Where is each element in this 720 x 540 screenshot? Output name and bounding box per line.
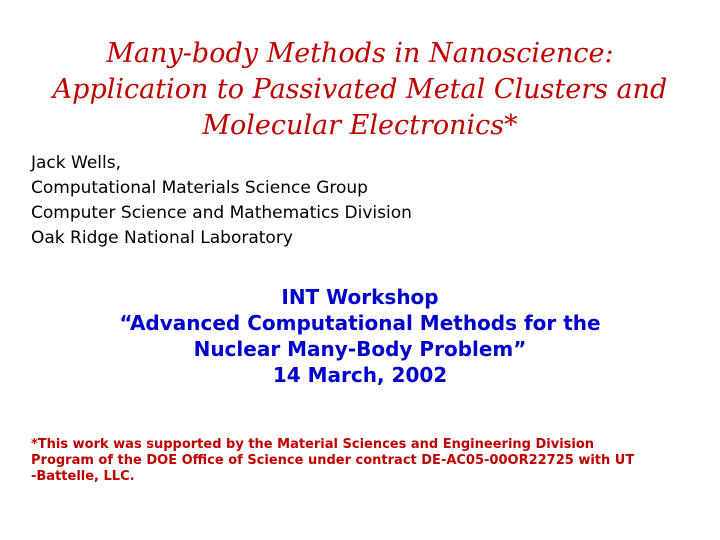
workshop-name: INT Workshop <box>281 285 439 309</box>
funding-footnote <box>31 437 701 485</box>
author-name: Jack Wells, <box>31 153 122 173</box>
author-division: Computer Science and Mathematics Division <box>31 203 412 223</box>
title-line-3: Molecular Electronics* <box>202 110 518 141</box>
author-group: Computational Materials Science Group <box>31 178 368 198</box>
footnote-line-1: *This work was supported by the Material Sciences and Engineering Division <box>31 437 595 452</box>
workshop-title-line-1: “Advanced Computational Methods for the <box>119 311 601 335</box>
footnote-line-3: -Battelle, LLC. <box>31 469 135 484</box>
workshop-date: 14 March, 2002 <box>272 363 448 387</box>
author-block <box>31 151 412 251</box>
title-line-1: Many-body Methods in Nanoscience: <box>106 38 614 69</box>
workshop-title-line-2: Nuclear Many-Body Problem” <box>193 337 527 361</box>
workshop-block <box>20 284 700 388</box>
author-laboratory: Oak Ridge National Laboratory <box>31 228 293 248</box>
footnote-line-2: Program of the DOE Office of Science under contract DE-AC05-00OR22725 with UT <box>31 453 635 468</box>
slide-title <box>20 36 700 144</box>
title-line-2: Application to Passivated Metal Clusters and <box>52 74 668 105</box>
